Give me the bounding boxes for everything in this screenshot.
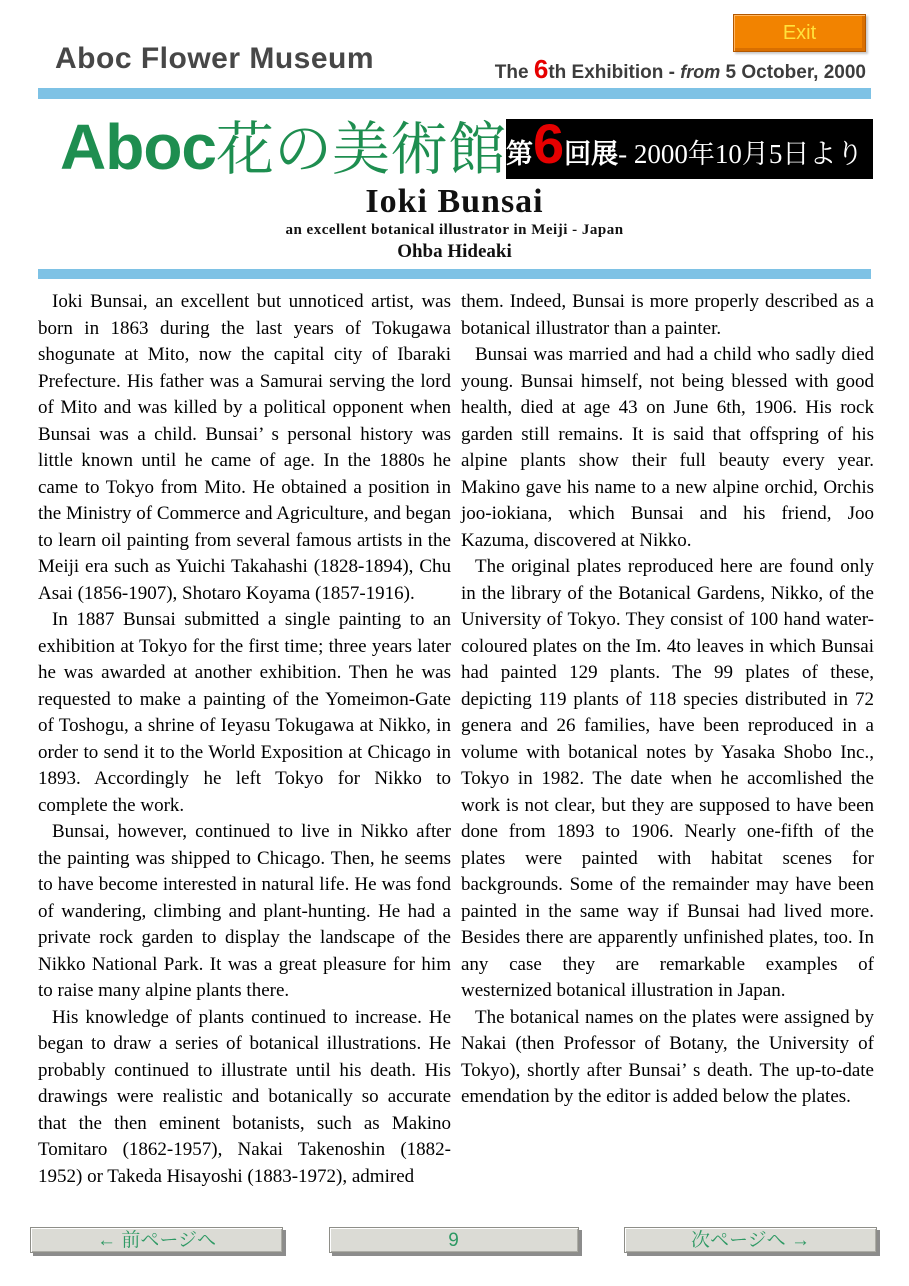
next-page-button[interactable]: 次ページへ → (624, 1227, 877, 1253)
masthead (60, 111, 866, 183)
banner-number: 6 (533, 112, 565, 175)
paragraph: Bunsai, however, continued to live in Nikko after the painting was shipped to Chicago. Then, he seems to have become interested in natural life. He was fond of wandering, climbing and plant-hunting. He had a private rock garden to display the landscape of the Nikko National Park. It was a great pleasure for him to raise many alpine plants there. (38, 821, 451, 1001)
article-author: Ohba Hideaki (397, 241, 512, 262)
banner-prefix: 第 (506, 139, 534, 169)
divider-bar-heading (38, 269, 871, 279)
paragraph: The original plates reproduced here are found only in the library of the Botanical Gardens, Nikko, of the University of Tokyo. They consist of 100 hand water-coloured plates on the Im. 4to leaves in which Bunsai had painted 129 plants. The 99 plates of these, depicting 119 plants of 118 species distributed in 72 genera and 26 families, have been reproduced in a volume with botanical notes by Yasaka Shobo Inc., Tokyo in 1982. The date when he accomlished the work is not clear, but they are supposed to have been done from 1893 to 1906. Nearly one-fifth of the plates were painted with habitat scenes for backgrounds. Some of the remainder may have been painted in the same way if Bunsai had lived more. Besides there are apparently unfinished plates, too. In any case they are remarkable examples of westernized botanical illustration in Japan. (461, 556, 874, 1001)
article-body (38, 289, 874, 1190)
paragraph: them. Indeed, Bunsai is more properly described as a botanical illustrator than a painter. (461, 291, 874, 339)
article-column-left (38, 289, 451, 1190)
paragraph: Ioki Bunsai, an excellent but unnoticed artist, was born in 1863 during the last years of Tokugawa shogunate at Mito, now the capital city of Ibaraki Prefecture. His father was a Samurai serving the lord of Mito and was killed by a political opponent when Bunsai was a child. Bunsai’ s personal history was little known until he came of age. In the 1880s he came to Tokyo from Mito. He obtained a position in the Ministry of Commerce and Agriculture, and began to learn oil painting from several famous artists in the Meiji era such as Yuichi Takahashi (1828-1894), Chu Asai (1856-1907), Shotaro Koyama (1857-1916). (38, 291, 451, 604)
masthead-title (60, 111, 507, 183)
divider-bar-top (38, 88, 871, 99)
exhibition-banner (506, 112, 873, 179)
paragraph: Bunsai was married and had a child who sadly died young. Bunsai himself, not being blessed with good health, died at age 43 on June 6th, 1906. His rock garden still remains. It is said that offspring of his alpine plants show their full beauty every year. Makino gave his name to a new alpine orchid, Orchis joo-iokiana, which Bunsai and his friend, Joo Kazuma, discovered at Nikko. (461, 344, 874, 551)
site-brand: Aboc Flower Museum (55, 42, 375, 75)
masthead-title-japanese: 花の美術館 (216, 117, 507, 182)
exit-button[interactable]: Exit (733, 14, 866, 52)
paragraph: His knowledge of plants continued to increase. He began to draw a series of botanical illustrations. He probably continued to illustrate until his death. His drawings were realistic and botanically so accurate that the then eminent botanists, such as Makino Tomitaro (1862-1957), Nakai Takenoshin (1882-1952) or Takeda Hisayoshi (1883-1972), admired (38, 1006, 451, 1187)
tagline-mid: th Exhibition - (548, 62, 681, 83)
tagline-post: 5 October, 2000 (720, 62, 866, 83)
banner-suffix: 回展 (564, 139, 619, 169)
page-number-button: 9 (329, 1227, 579, 1253)
paragraph: The botanical names on the plates were assigned by Nakai (then Professor of Botany, the University of Tokyo), shortly after Bunsai’ s death. The up-to-date emendation by the editor is added below the plates. (461, 1006, 874, 1107)
page-header (0, 0, 909, 99)
banner-date: - 2000年10月5日より (618, 139, 864, 169)
page-navigation (30, 1227, 877, 1253)
exhibition-tagline (495, 54, 866, 85)
masthead-title-latin: Aboc (60, 111, 216, 183)
article-column-right (461, 289, 874, 1190)
paragraph: In 1887 Bunsai submitted a single painting to an exhibition at Tokyo for the first time; three years later he was awarded at another exhibition. Then he was requested to make a painting of the Yomeimon-Gate of Toshogu, a shrine of Ieyasu Tokugawa at Nikko, in order to send it to the World Exposition at Chicago in 1893. Accordingly he left Tokyo for Nikko to complete the work. (38, 609, 451, 816)
tagline-from: from (680, 62, 721, 82)
tagline-pre: The (494, 62, 534, 83)
article-title: Ioki Bunsai (365, 183, 544, 220)
prev-page-button[interactable]: ← 前ページへ (30, 1227, 283, 1253)
tagline-number: 6 (533, 54, 549, 84)
article-subtitle: an excellent botanical illustrator in Meiji - Japan (285, 222, 624, 238)
article-heading (0, 183, 909, 263)
